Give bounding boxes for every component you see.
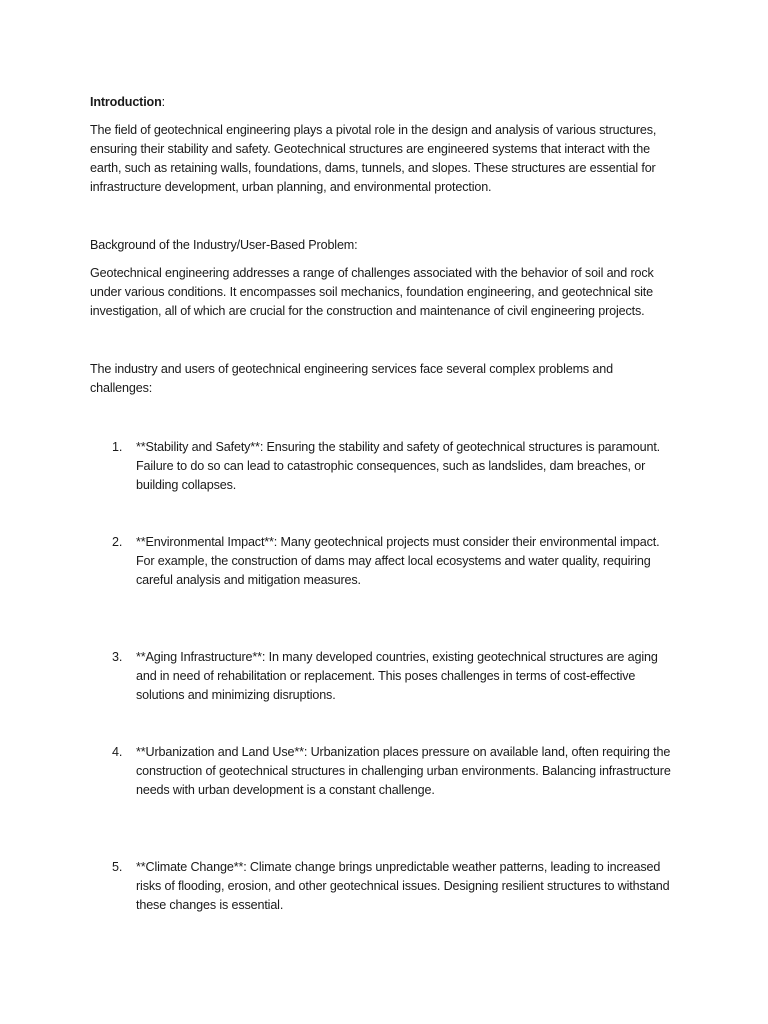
list-item-number: 3. [112, 650, 123, 664]
list-item-number: 2. [112, 535, 123, 549]
background-paragraph: Geotechnical engineering addresses a range of challenges associated with the behavior of soil and rock under various conditions. It encompasses soil mechanics, foundation engineering, and geotechnical site investigation, all of which are crucial for the construction and maintenance of civil engineering projects. [90, 266, 654, 318]
intro-paragraph: The field of geotechnical engineering plays a pivotal role in the design and analysis of various structures, ensuring their stability and safety. Geotechnical structures are engineered systems that interact with the earth, such as retaining walls, foundations, dams, tunnels, and slopes. These structures are essential for infrastructure development, urban planning, and environmental protection. [90, 123, 657, 194]
list-item-text: **Aging Infrastructure**: In many developed countries, existing geotechnical structures are aging and in need of rehabilitation or replacement. This poses challenges in terms of cost-effective solutions and minimizing disruptions. [136, 650, 658, 702]
intro-heading-line [90, 93, 675, 112]
list-item [112, 858, 675, 915]
background-heading: Background of the Industry/User-Based Problem: [90, 238, 358, 252]
list-item-number: 1. [112, 440, 123, 454]
list-item-text: **Climate Change**: Climate change brings unpredictable weather patterns, leading to increased risks of flooding, erosion, and other geotechnical issues. Designing resilient structures to withstand these changes is essential. [136, 860, 670, 912]
challenges-intro: The industry and users of geotechnical engineering services face several complex problems and challenges: [90, 362, 613, 395]
list-item [112, 743, 675, 800]
list-item-number: 4. [112, 745, 123, 759]
list-item-number: 5. [112, 860, 123, 874]
intro-heading-colon: : [161, 95, 166, 109]
list-item [112, 648, 675, 705]
list-item-text: **Stability and Safety**: Ensuring the stability and safety of geotechnical structures is paramount. Failure to do so can lead to catastrophic consequences, such as landslides, dam breaches, or building collapses. [136, 440, 661, 492]
intro-heading: Introduction [90, 95, 162, 109]
list-item [112, 533, 675, 590]
list-item-text: **Urbanization and Land Use**: Urbanization places pressure on available land, often requiring the construction of geotechnical structures in challenging urban environments. Balancing infrastructure needs with urban development is a constant challenge. [136, 745, 671, 797]
list-item [112, 438, 675, 495]
list-item-text: **Environmental Impact**: Many geotechnical projects must consider their environmental impact. For example, the construction of dams may affect local ecosystems and water quality, requiring careful analysis and mitigation measures. [136, 535, 660, 587]
